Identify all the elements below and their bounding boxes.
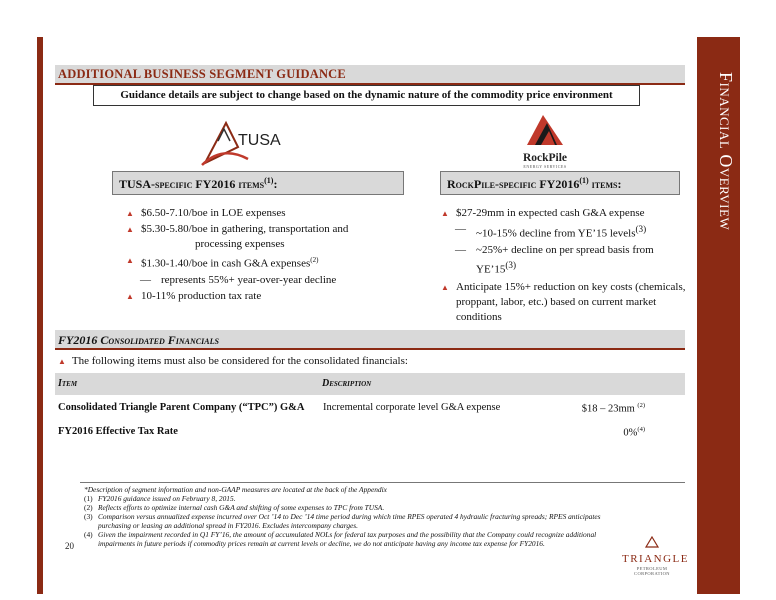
side-title: Financial Overview bbox=[716, 72, 736, 231]
tusa-heading-pre: TUSA bbox=[119, 177, 152, 191]
consolidated-intro: ▲ The following items must also be considered for the consolidated financials: bbox=[58, 355, 408, 367]
triangle-bullet-icon: ▲ bbox=[126, 256, 134, 265]
cell-item: Consolidated Triangle Parent Company (“TPC”) G&A bbox=[58, 402, 305, 413]
rockpile-bullets bbox=[440, 206, 690, 326]
triangle-logo-sub: PETROLEUM CORPORATION bbox=[634, 566, 670, 576]
table-row bbox=[55, 426, 685, 442]
footnote: (1) FY2016 guidance issued on February 8, 2015. bbox=[84, 494, 236, 503]
triangle-bullet-icon: ▲ bbox=[441, 209, 449, 218]
rockpile-sub: ENERGY SERVICES bbox=[523, 164, 567, 169]
rockpile-heading bbox=[440, 171, 680, 195]
cell-description: Incremental corporate level G&A expense bbox=[323, 402, 501, 413]
rockpile-name: RockPile bbox=[522, 152, 568, 164]
tusa-heading-post: : bbox=[273, 177, 278, 191]
cell-value: $18 – 23mm $^{(2)}$ bbox=[581, 402, 645, 415]
list-item-continuation: processing expenses bbox=[195, 238, 285, 250]
sub-list-item: — represents 55%+ year-over-year decline bbox=[140, 273, 337, 286]
tusa-heading-sup: (1) bbox=[264, 176, 274, 185]
triangle-logo bbox=[622, 535, 689, 576]
rockpile-logo bbox=[515, 113, 575, 171]
rockpile-mountain-icon bbox=[525, 113, 565, 147]
tusa-logo bbox=[200, 115, 300, 167]
rockpile-heading-sup: (1) bbox=[579, 176, 589, 185]
footnote: (4) Given the impairment recorded in Q1 FY’16, the amount of accumulated NOLs for federal tax purposes and the possibility that the Company could recognize additional impairments in future periods if commodity prices remain at current levels or decline, we do not anticipate having any income tax expense for FY2016. bbox=[84, 530, 597, 548]
list-item: ▲ $1.30-1.40/boe in cash G&A expenses$^{(2)}$ bbox=[125, 253, 410, 272]
rockpile-heading-post: items: bbox=[588, 177, 622, 191]
list-item: ▲ $6.50-7.10/boe in LOE expenses bbox=[126, 207, 286, 219]
left-accent-bar bbox=[37, 37, 43, 594]
footnote: (3) Comparison versus annualized expense incurred over Oct ’14 to Dec ’14 time period during which time RPES operated 4 hydraulic fracturing spreads; RPES anticipates purchasing or leasing an additional spread in FY2016. Excludes intercompany charges. bbox=[84, 512, 601, 530]
rockpile-heading-main: RockPile-specific FY2016 bbox=[447, 177, 580, 191]
sub-list-item: — ~25%+ decline on per spread basis from YE’15$^{(3)}$ bbox=[455, 243, 654, 276]
consolidated-title: FY2016 Consolidated Financials bbox=[55, 330, 685, 350]
list-item: ▲ Anticipate 15%+ reduction on key costs (chemicals, proppant, labor, etc.) based on current market conditions bbox=[441, 281, 686, 324]
tusa-heading bbox=[112, 171, 404, 195]
list-item: ▲ $27-29mm in expected cash G&A expense bbox=[441, 207, 645, 219]
column-header-item: Item bbox=[58, 378, 78, 389]
list-item: ▲ 10-11% production tax rate bbox=[126, 289, 262, 302]
triangle-bullet-icon: ▲ bbox=[126, 225, 134, 234]
cell-value: 0%$^{(4)}$ bbox=[623, 426, 645, 439]
tusa-bullets bbox=[125, 206, 410, 305]
table-header bbox=[55, 373, 685, 395]
footnote-divider bbox=[80, 482, 685, 483]
triangle-bullet-icon: ▲ bbox=[126, 209, 134, 218]
footnote: (2) Reflects efforts to optimize internal cash G&A and shifting of some expenses to TPC from TUSA. bbox=[84, 503, 385, 512]
cell-item: FY2016 Effective Tax Rate bbox=[58, 426, 178, 437]
triangle-bullet-icon: ▲ bbox=[58, 357, 66, 366]
column-header-description: Description bbox=[322, 378, 372, 389]
sub-list-item: — ~10-15% decline from YE’15 levels$^{(3)}$ bbox=[455, 223, 647, 240]
page-number: 20 bbox=[65, 541, 74, 551]
footnotes bbox=[84, 485, 624, 548]
triangle-bullet-icon: ▲ bbox=[441, 283, 449, 293]
table-row bbox=[55, 402, 685, 418]
tusa-logo-text: TUSA bbox=[238, 132, 281, 149]
list-item: ▲ $5.30-5.80/boe in gathering, transportation and bbox=[126, 223, 349, 235]
guidance-notice: Guidance details are subject to change based on the dynamic nature of the commodity price environment bbox=[93, 85, 640, 106]
triangle-bullet-icon: ▲ bbox=[126, 291, 134, 301]
triangle-logo-icon bbox=[622, 536, 682, 548]
triangle-logo-name: TRIANGLE bbox=[622, 553, 689, 565]
footnote-star: *Description of segment information and non-GAAP measures are located at the back of the Appendix bbox=[84, 485, 387, 494]
tusa-heading-main: -specific FY2016 items bbox=[151, 177, 265, 191]
section-title: ADDITIONAL BUSINESS SEGMENT GUIDANCE bbox=[55, 65, 685, 85]
